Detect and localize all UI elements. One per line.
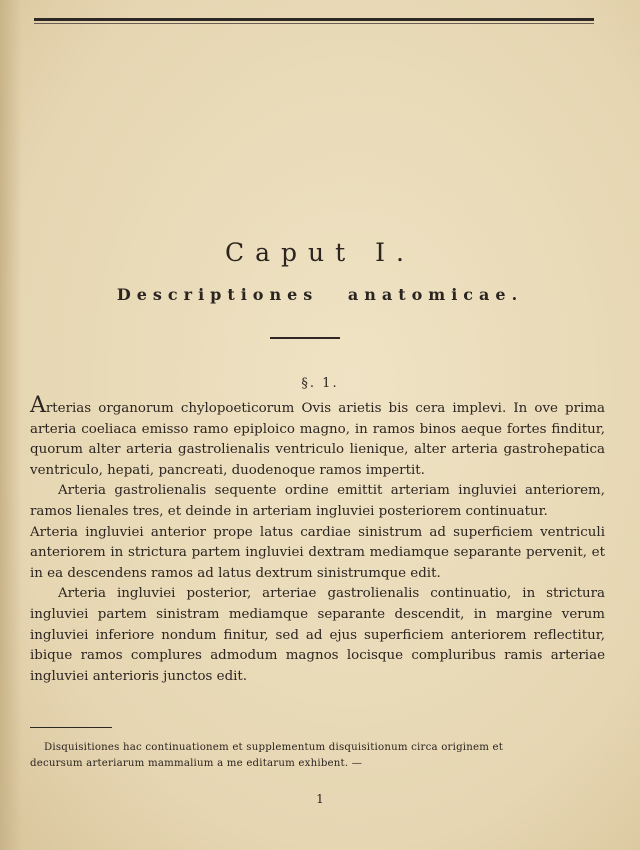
chapter-title: Caput I. xyxy=(225,238,415,267)
top-rule xyxy=(34,18,594,21)
paragraph-2: Arteria gastrolienalis sequente ordine emittit arteriam ingluviei anteriorem, ramos lienales tres, et deinde in arteriam ingluviei posteriorem continuatur. xyxy=(30,483,605,519)
paragraph-1-text: rterias organorum chylopoeticorum Ovis arietis bis cera implevi. In ove prima arteria coeliaca emisso ramo epiploico magno, in ramos binos aeque fortes finditur, quorum alter arteria gastrolienalis ventriculo lienique, alter arteria gastrohepatica ventriculo, hepati, pancreati, duodenoque ramos impertit. xyxy=(30,401,605,478)
chapter-subtitle: Descriptiones anatomicae. xyxy=(116,285,524,304)
top-rule-thin xyxy=(34,23,594,24)
page-number: 1 xyxy=(316,792,324,806)
footnote xyxy=(30,740,606,772)
paragraph-1 xyxy=(30,393,605,481)
page-spine-shadow xyxy=(0,0,22,850)
paragraph-4: Arteria ingluviei posterior, arteriae gastrolienalis continuatio, in strictura ingluviei partem sinistram mediamque separante descendit, in margine verum ingluviei inferiore nondum finitur, sed ad ejus superficiem anteriorem reflectitur, ibique ramos complures admodum magnos locisque compluribus ramis arteriae ingluviei anterioris junctos edit. xyxy=(30,586,605,684)
body-text xyxy=(30,393,605,687)
footnote-rule xyxy=(30,727,112,728)
footnote-line-2: decursum arteriarum mammalium a me editarum exhibent. — xyxy=(30,758,363,769)
section-mark: §. 1. xyxy=(301,376,339,391)
drop-cap: A xyxy=(30,393,46,418)
paragraph-3: Arteria ingluviei anterior prope latus cardiae sinistrum ad superficiem ventriculi anteriorem in strictura partem ingluviei dextram mediamque separante pervenit, et in ea descendens ramos ad latus dextrum sinistrumque edit. xyxy=(30,524,605,581)
chapter-divider xyxy=(270,337,340,339)
footnote-line-1: Disquisitiones hac continuationem et supplementum disquisitionum circa originem et xyxy=(44,742,504,753)
